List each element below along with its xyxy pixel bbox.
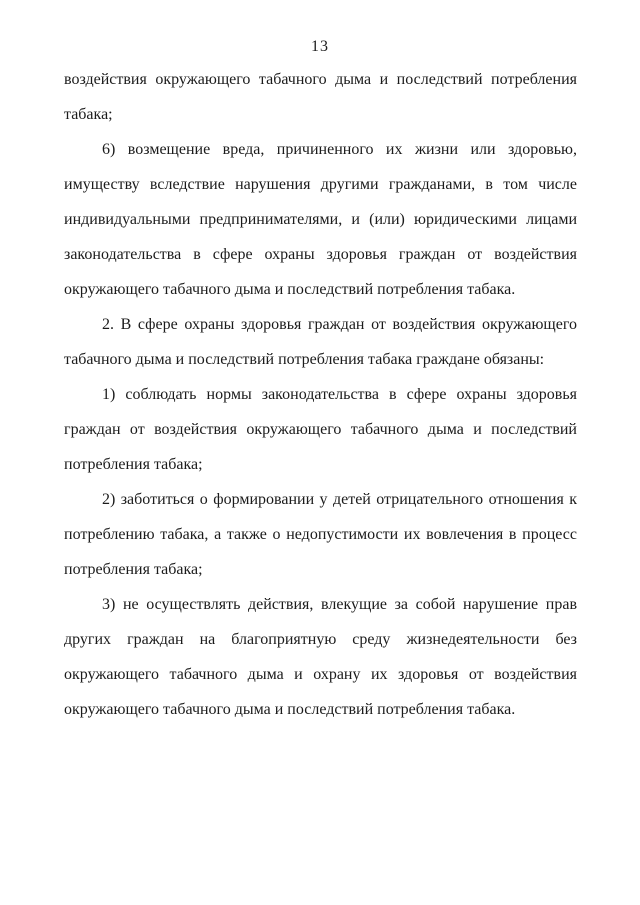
text-line: табака; [64,106,113,123]
text-line: имуществу вследствие нарушения другими гражданами, в том числе [64,176,577,193]
text-line: потребления табака; [64,561,203,578]
text-line: 6) возмещение вреда, причиненного их жизни или здоровью, [102,141,577,158]
paragraph [64,377,577,482]
text-line: граждан от воздействия окружающего табачного дыма и последствий [64,421,577,438]
text-line: табачного дыма и последствий потребления табака граждане обязаны: [64,351,545,368]
text-line: законодательства в сфере охраны здоровья граждан от воздействия [64,246,577,263]
text-line: окружающего табачного дыма и последствий потребления табака. [64,281,516,298]
text-line: окружающего табачного дыма и охрану их здоровья от воздействия [64,666,577,683]
text-line: других граждан на благоприятную среду жизнедеятельности без [64,631,577,648]
text-line: потребления табака; [64,456,203,473]
paragraph [64,482,577,587]
text-line: потреблению табака, а также о недопустимости их вовлечения в процесс [64,526,577,543]
paragraph [64,587,577,727]
paragraph [64,307,577,377]
text-line: 1) соблюдать нормы законодательства в сфере охраны здоровья [102,386,577,403]
paragraph [64,132,577,307]
paragraph [64,62,577,132]
text-line: 2) заботиться о формировании у детей отрицательного отношения к [102,491,577,508]
text-line: 3) не осуществлять действия, влекущие за собой нарушение прав [102,596,577,613]
text-line: индивидуальными предпринимателями, и (или) юридическими лицами [64,211,577,228]
document-body [64,62,577,727]
text-line: воздействия окружающего табачного дыма и последствий потребления [64,71,577,88]
text-line: 2. В сфере охраны здоровья граждан от воздействия окружающего [102,316,577,333]
text-line: окружающего табачного дыма и последствий потребления табака. [64,701,516,718]
page-number: 13 [311,38,329,55]
